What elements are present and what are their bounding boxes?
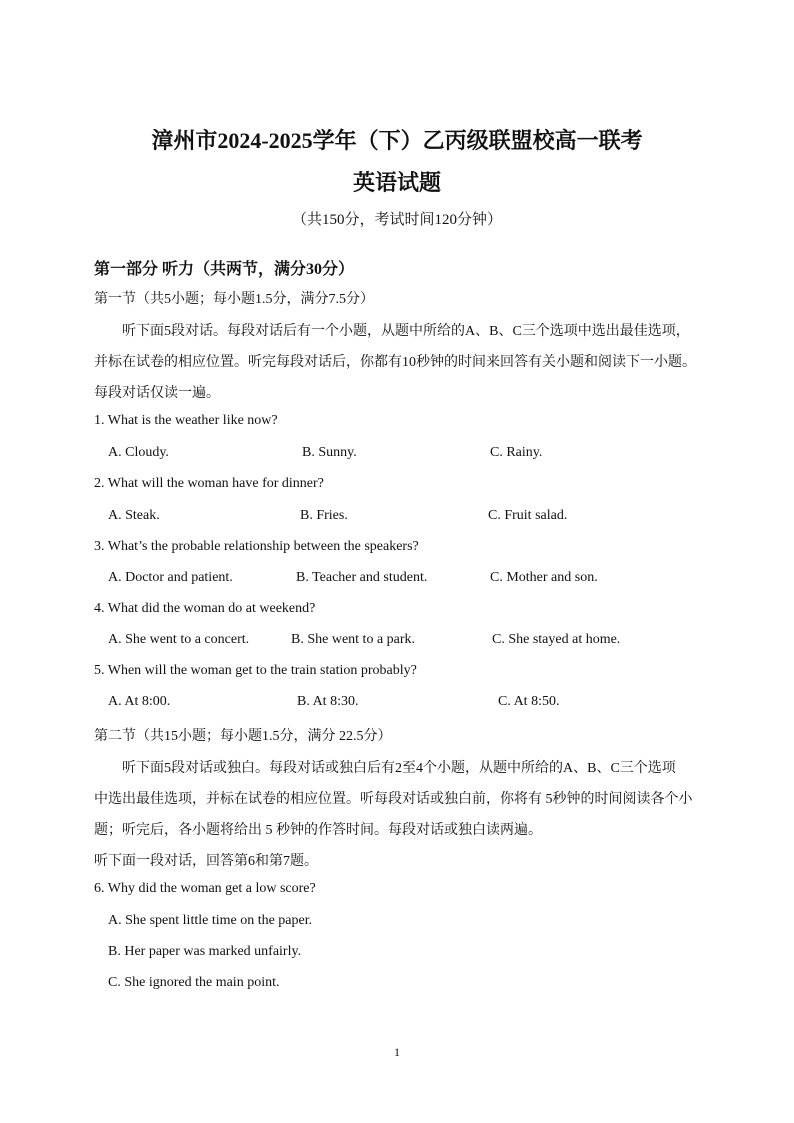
section1-instruction-line: 并标在试卷的相应位置。听完每段对话后，你都有10秒钟的时间来回答有关小题和阅读下一小题。 xyxy=(94,355,696,370)
question-3: 3. What’s the probable relationship between the speakers? xyxy=(94,539,419,554)
question-2: 2. What will the woman have for dinner? xyxy=(94,476,324,491)
exam-title: 漳州市2024-2025学年（下）乙丙级联盟校高一联考 xyxy=(151,128,643,153)
q5-option-b: B. At 8:30. xyxy=(297,694,359,709)
section2-instruction-line: 题；听完后，各小题将给出 5 秒钟的作答时间。每段对话或独白读两遍。 xyxy=(94,823,542,838)
q2-option-b: B. Fries. xyxy=(300,508,348,523)
subject-title: 英语试题 xyxy=(352,170,441,195)
q6-option-a: A. She spent little time on the paper. xyxy=(108,913,313,928)
section1-instruction-line: 每段对话仅读一遍。 xyxy=(94,386,220,401)
q1-option-a: A. Cloudy. xyxy=(108,445,169,460)
q5-option-c: C. At 8:50. xyxy=(498,694,560,709)
q3-option-b: B. Teacher and student. xyxy=(296,570,428,585)
q4-option-a: A. She went to a concert. xyxy=(108,632,250,647)
question-1: 1. What is the weather like now? xyxy=(94,413,278,428)
q1-option-c: C. Rainy. xyxy=(490,445,543,460)
q6-option-b: B. Her paper was marked unfairly. xyxy=(108,944,302,959)
part1-heading: 第一部分 听力（共两节，满分30分） xyxy=(94,261,355,278)
question-6: 6. Why did the woman get a low score? xyxy=(94,881,316,896)
q2-option-a: A. Steak. xyxy=(108,508,160,523)
section1-heading: 第一节（共5小题；每小题1.5分，满分7.5分） xyxy=(94,292,374,307)
q6-option-c: C. She ignored the main point. xyxy=(108,975,280,990)
q3-option-a: A. Doctor and patient. xyxy=(108,570,233,585)
section2-instruction-line: 听下面5段对话或独白。每段对话或独白后有2至4个小题，从题中所给的A、B、C三个选项 xyxy=(122,761,676,776)
q1-option-b: B. Sunny. xyxy=(302,445,357,460)
question-4: 4. What did the woman do at weekend? xyxy=(94,601,316,616)
page-number: 1 xyxy=(394,1045,400,1059)
question-5: 5. When will the woman get to the train station probably? xyxy=(94,663,417,678)
q3-option-c: C. Mother and son. xyxy=(490,570,598,585)
section2-heading: 第二节（共15小题；每小题1.5分，满分 22.5分） xyxy=(94,729,392,744)
section1-instruction-line: 听下面5段对话。每段对话后有一个小题，从题中所给的A、B、C三个选项中选出最佳选项， xyxy=(122,324,690,339)
exam-note: （共150分，考试时间120分钟） xyxy=(291,212,502,228)
q4-option-b: B. She went to a park. xyxy=(291,632,416,647)
q2-option-c: C. Fruit salad. xyxy=(488,508,568,523)
section2-instruction-line: 中选出最佳选项，并标在试卷的相应位置。听每段对话或独白前，你将有 5秒钟的时间阅读各个小 xyxy=(94,792,693,807)
q5-option-a: A. At 8:00. xyxy=(108,694,171,709)
dialogue-note: 听下面一段对话，回答第6和第7题。 xyxy=(94,854,318,869)
q4-option-c: C. She stayed at home. xyxy=(492,632,621,647)
